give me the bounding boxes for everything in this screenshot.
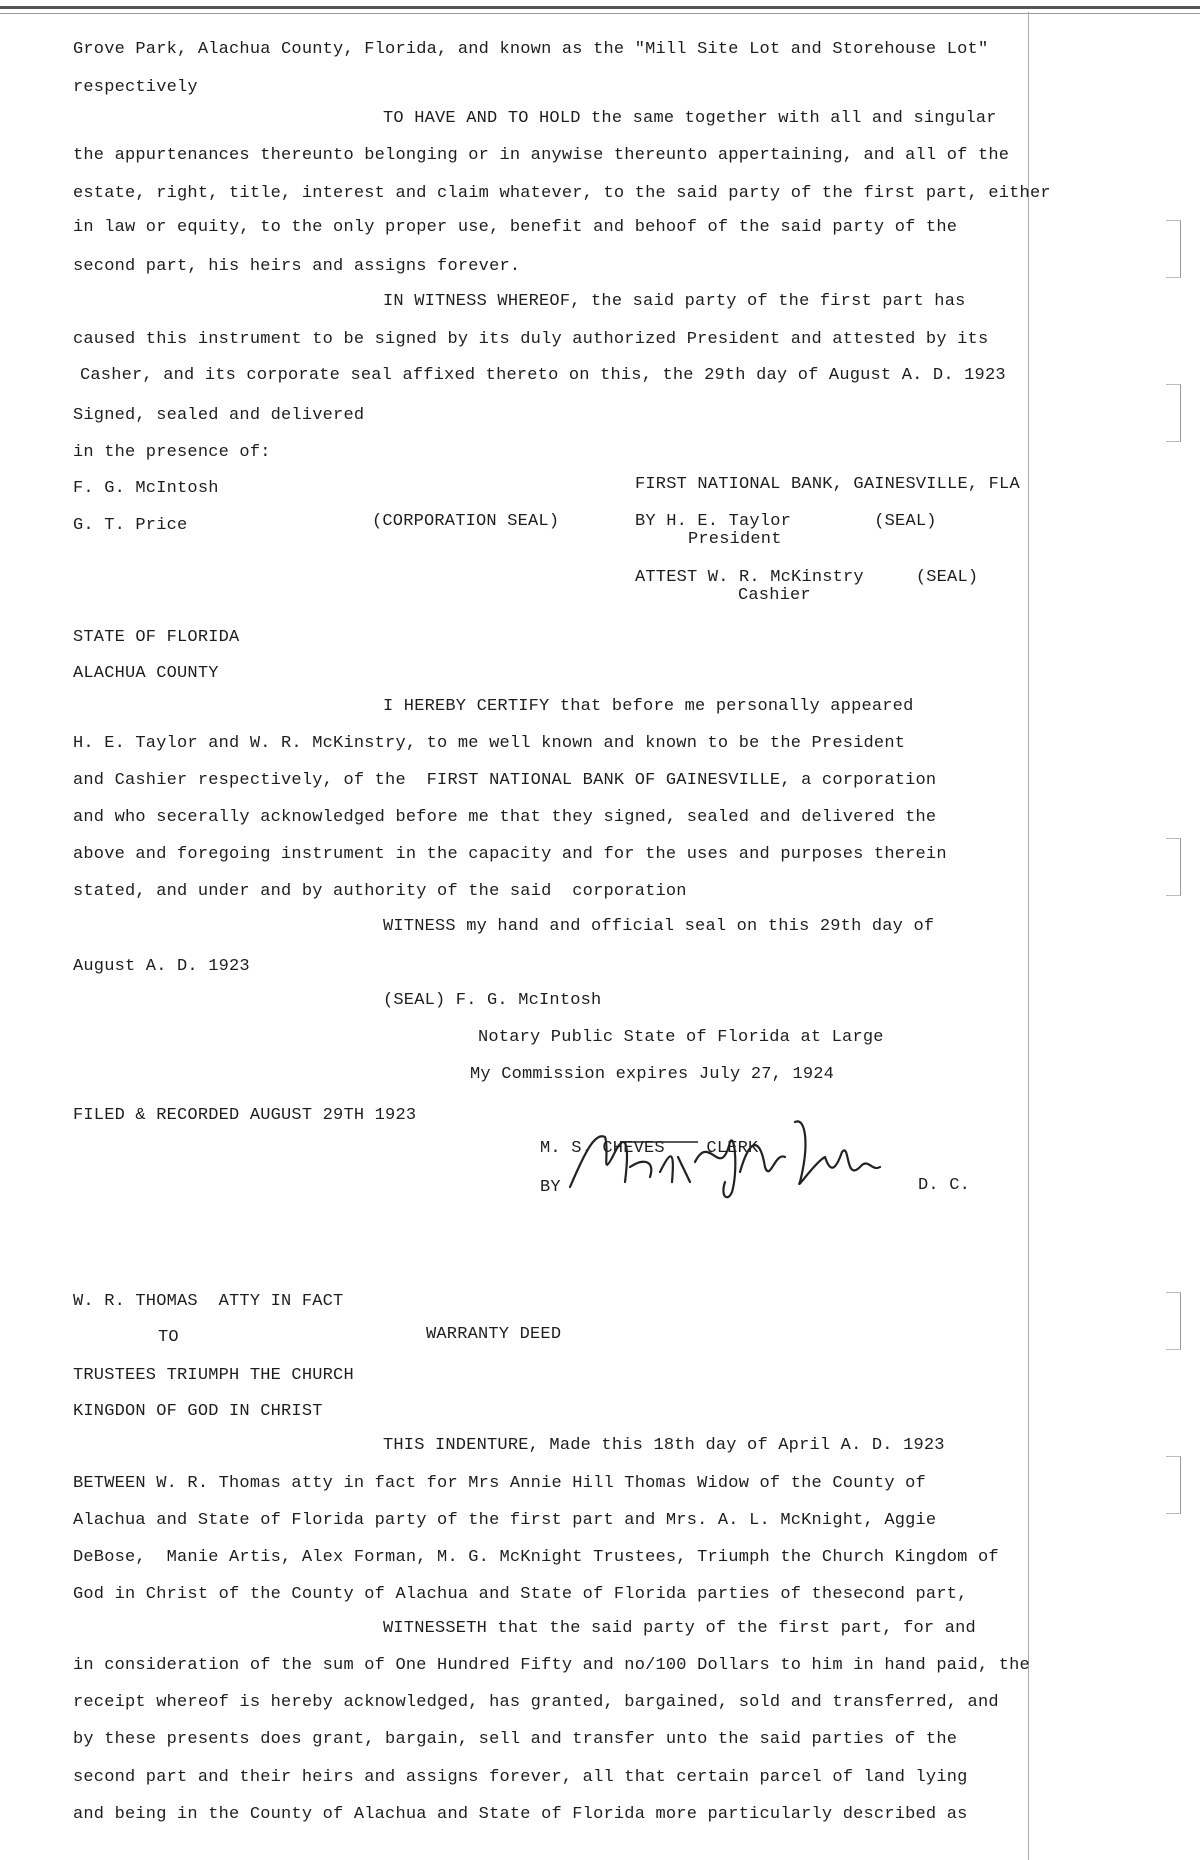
text-line: ALACHUA COUNTY (73, 664, 219, 683)
notary-signature: (SEAL) F. G. McIntosh (383, 991, 602, 1010)
text-line: in consideration of the sum of One Hundred Fifty and no/100 Dollars to him in hand paid, the (73, 1656, 1030, 1675)
deed-type: WARRANTY DEED (426, 1325, 562, 1344)
text-line: caused this instrument to be signed by its duly authorized President and attested by its (73, 330, 989, 349)
signatory: BY H. E. Taylor (SEAL) (635, 512, 937, 531)
text-line: Casher, and its corporate seal affixed thereto on this, the 29th day of August A. D. 1923 (80, 366, 1006, 385)
text-line: August A. D. 1923 (73, 957, 250, 976)
signatory-title: President (688, 530, 782, 549)
text-line: respectively (73, 78, 198, 97)
margin-bracket (1166, 384, 1181, 442)
notary-title: Notary Public State of Florida at Large (478, 1028, 884, 1047)
bank-name: FIRST NATIONAL BANK, GAINESVILLE, FLA (635, 475, 1020, 494)
text-line: receipt whereof is hereby acknowledged, has granted, bargained, sold and transferred, and (73, 1693, 999, 1712)
grantee-heading: TRUSTEES TRIUMPH THE CHURCH (73, 1366, 354, 1385)
text-line: DeBose, Manie Artis, Alex Forman, M. G. McKnight Trustees, Triumph the Church Kingdom of (73, 1548, 999, 1567)
text-line: Alachua and State of Florida party of the first part and Mrs. A. L. McKnight, Aggie (73, 1511, 937, 1530)
margin-bracket (1166, 1292, 1181, 1350)
text-line: STATE OF FLORIDA (73, 628, 240, 647)
text-line: stated, and under and by authority of the said corporation (73, 882, 687, 901)
text-line: in law or equity, to the only proper use, benefit and behoof of the said party of the (73, 218, 958, 237)
text-line: and Cashier respectively, of the FIRST NATIONAL BANK OF GAINESVILLE, a corporation (73, 771, 937, 790)
text-line: H. E. Taylor and W. R. McKinstry, to me well known and known to be the President (73, 734, 906, 753)
grantee-heading: KINGDON OF GOD IN CHRIST (73, 1402, 323, 1421)
text-line: TO HAVE AND TO HOLD the same together with all and singular (383, 109, 997, 128)
text-line: I HEREBY CERTIFY that before me personally appeared (383, 697, 914, 716)
handwritten-signature (560, 1112, 900, 1207)
text-line: by these presents does grant, bargain, sell and transfer unto the said parties of the (73, 1730, 958, 1749)
text-line: the appurtenances thereunto belonging or in anywise thereunto appertaining, and all of the (73, 146, 1010, 165)
text-line: second part and their heirs and assigns forever, all that certain parcel of land lying (73, 1768, 968, 1787)
corporation-seal: (CORPORATION SEAL) (372, 512, 560, 531)
text-line: and who secerally acknowledged before me that they signed, sealed and delivered the (73, 808, 937, 827)
top-rule (0, 6, 1200, 9)
clerk-by: BY (540, 1178, 561, 1197)
text-line: God in Christ of the County of Alachua and State of Florida parties of thesecond part, (73, 1585, 968, 1604)
text-line: IN WITNESS WHEREOF, the said party of the first part has (383, 292, 966, 311)
margin-bracket (1166, 220, 1181, 278)
text-line: above and foregoing instrument in the capacity and for the uses and purposes therein (73, 845, 947, 864)
text-line: in the presence of: (73, 443, 271, 462)
text-line: Grove Park, Alachua County, Florida, and known as the "Mill Site Lot and Storehouse Lot" (73, 40, 989, 59)
grantor-heading: W. R. THOMAS ATTY IN FACT (73, 1292, 344, 1311)
attest-title: Cashier (738, 586, 811, 605)
text-line: WITNESSETH that the said party of the first part, for and (383, 1619, 976, 1638)
attest: ATTEST W. R. McKinstry (SEAL) (635, 568, 979, 587)
witness-name: F. G. McIntosh (73, 479, 219, 498)
commission-expiry: My Commission expires July 27, 1924 (470, 1065, 835, 1084)
text-line: and being in the County of Alachua and State of Florida more particularly described as (73, 1805, 968, 1824)
top-rule-thin (0, 13, 1200, 14)
margin-bracket (1166, 1456, 1181, 1514)
text-line: THIS INDENTURE, Made this 18th day of April A. D. 1923 (383, 1436, 945, 1455)
witness-name: G. T. Price (73, 516, 188, 535)
right-margin-rule (1028, 12, 1029, 1860)
filed-recorded: FILED & RECORDED AUGUST 29TH 1923 (73, 1106, 417, 1125)
text-line: second part, his heirs and assigns forever. (73, 257, 521, 276)
clerk-name: M. S. CHEVES CLERK (540, 1139, 759, 1158)
deputy-clerk: D. C. (918, 1176, 971, 1195)
to-heading: TO (158, 1328, 179, 1347)
text-line: estate, right, title, interest and claim whatever, to the said party of the first part, either (73, 184, 1051, 203)
text-line: WITNESS my hand and official seal on this 29th day of (383, 917, 935, 936)
margin-bracket (1166, 838, 1181, 896)
text-line: Signed, sealed and delivered (73, 406, 365, 425)
text-line: BETWEEN W. R. Thomas atty in fact for Mrs Annie Hill Thomas Widow of the County of (73, 1474, 926, 1493)
